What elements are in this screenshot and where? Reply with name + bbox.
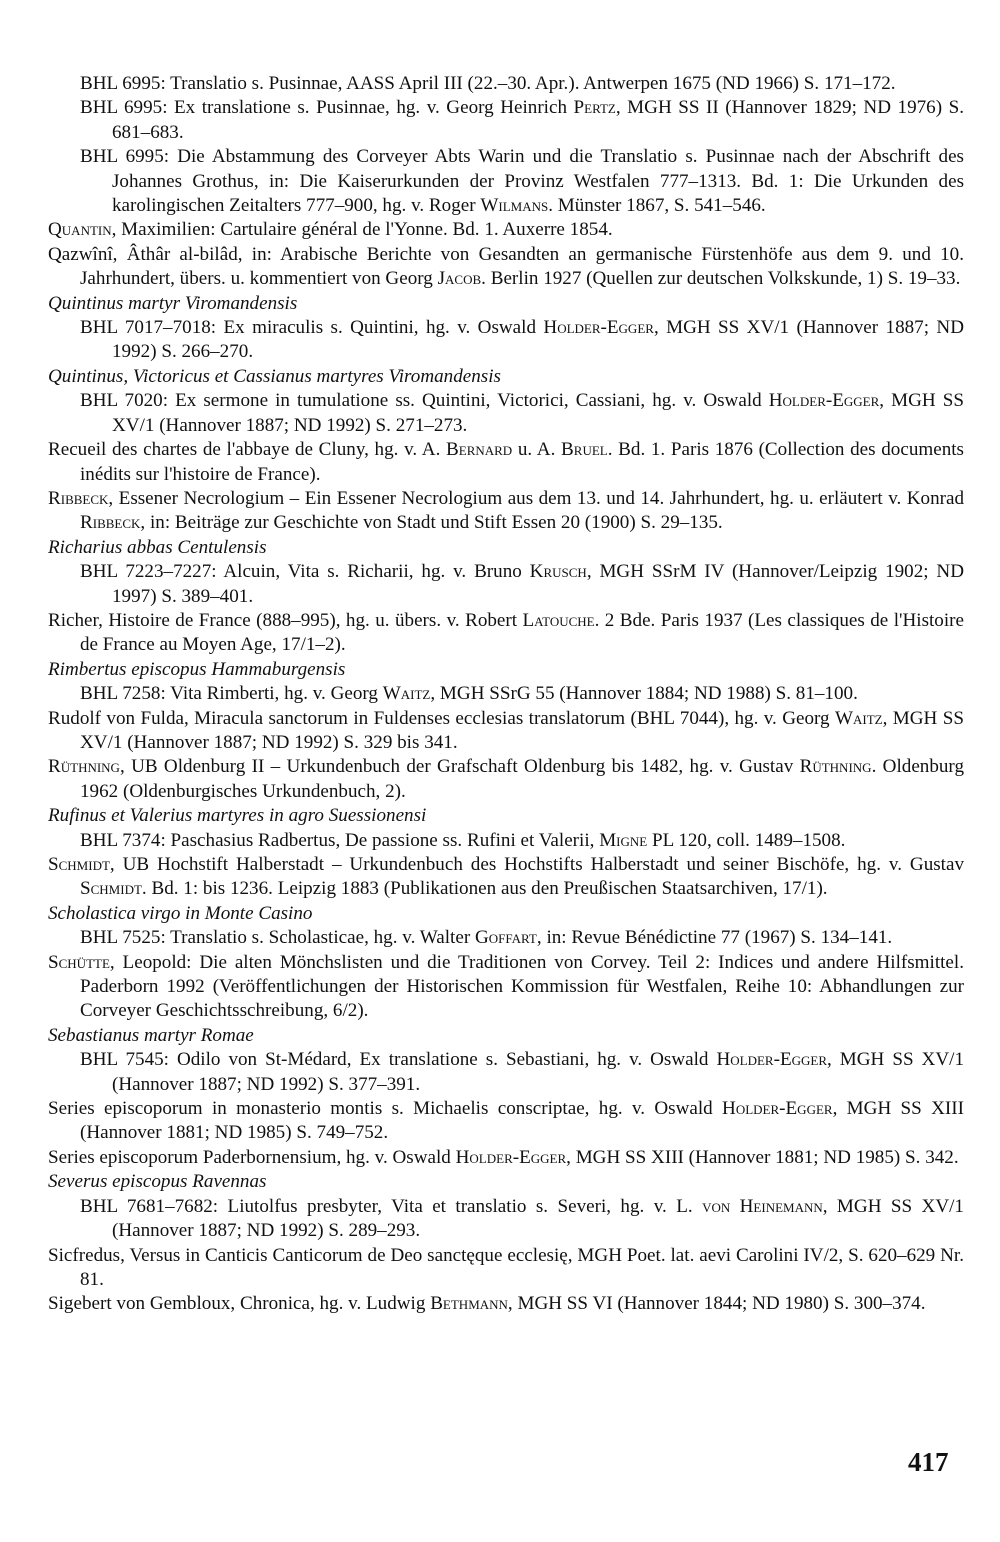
author-name: Rüthning [48, 756, 120, 778]
entry-text: Qazwînî, Âthâr al-bilâd, in: Arabische Berichte von Gesandten an germanische Fürstenhöfe aus dem 9. und 10. Jahrhundert, übers. u. kommentiert von Georg [48, 243, 964, 290]
bibliography-entry [48, 218, 964, 242]
bibliography-entry [48, 682, 964, 706]
author-name: Bruel [561, 439, 608, 461]
bibliography-entry [48, 145, 964, 218]
author-name: Jacob [437, 268, 482, 290]
bibliography-entry [48, 609, 964, 658]
author-name: Holder-Egger [455, 1146, 567, 1168]
entry-text: . Münster 1867, S. 541–546. [548, 195, 766, 217]
author-name: Schütte [48, 951, 110, 973]
entry-text: Series episcoporum Paderbornensium, hg. v. Oswald [48, 1146, 456, 1168]
bibliography-entry [48, 72, 964, 96]
entry-text: , MGH SS VI (Hannover 1844; ND 1980) S. 300–374. [507, 1293, 926, 1315]
bibliography-entry [48, 926, 964, 950]
entry-text: Sicfredus, Versus in Canticis Canticorum de Deo sanctęque ecclesię, MGH Poet. lat. aevi Carolini IV/2, S. 620–629 Nr. 81. [48, 1244, 964, 1290]
bibliography-entry [48, 243, 964, 292]
author-name: Bernard [446, 439, 513, 461]
entry-text: Rimbertus episcopus Hammaburgensis [48, 658, 346, 680]
entry-text: Quintinus martyr Viromandensis [48, 292, 298, 314]
entry-text: , Essener Necrologium – Ein Essener Necrologium aus dem 13. und 14. Jahrhundert, hg. u. erläutert v. Konrad [108, 487, 964, 509]
bibliography-entry [48, 1146, 964, 1170]
entry-text: , Maximilien: Cartulaire général de l'Yonne. Bd. 1. Auxerre 1854. [111, 219, 613, 241]
entry-text: , MGH SS XV/1 (Hannover 1887; ND 1992) S. 377–391. [112, 1049, 964, 1095]
author-name: Wilmans [480, 195, 549, 217]
entry-text: BHL 7681–7682: Liutolfus presbyter, Vita et translatio s. Severi, hg. v. L. [80, 1195, 703, 1217]
entry-text: . Bd. 1: bis 1236. Leipzig 1883 (Publikationen aus den Preußischen Staatsarchiven, 17/1). [141, 878, 828, 900]
entry-text: Scholastica virgo in Monte Casino [48, 902, 313, 924]
author-name: Krusch [529, 561, 587, 583]
saint-heading [48, 1170, 964, 1194]
author-name: Holder-Egger [716, 1049, 828, 1071]
author-name: Ribbeck [48, 487, 109, 509]
bibliography-entry [48, 755, 964, 804]
bibliography-entry [48, 853, 964, 902]
author-name: Waitz [382, 683, 431, 705]
entry-text: Series episcoporum in monasterio montis s. Michaelis conscriptae, hg. v. Oswald [48, 1098, 723, 1120]
author-name: Schmidt [48, 854, 110, 875]
entry-text: BHL 7017–7018: Ex miraculis s. Quintini, hg. v. Oswald [80, 317, 544, 339]
entry-text: BHL 7223–7227: Alcuin, Vita s. Richarii, hg. v. Bruno [80, 561, 530, 583]
bibliography-entry [48, 316, 964, 365]
saint-heading [48, 536, 964, 560]
entry-text: BHL 7545: Odilo von St-Médard, Ex translatione s. Sebastiani, hg. v. Oswald [80, 1049, 717, 1071]
author-name: Pertz [573, 97, 616, 119]
entry-text: , Leopold: Die alten Mönchslisten und die Traditionen von Corvey. Teil 2: Indices und andere Hilfsmittel. Paderborn 1992 (Veröffentlichungen der Historischen Kommission für Westfalen, Reihe 10: Abhandlungen zur Corveyer Geschichtsschreibung, 6/2). [80, 951, 964, 1022]
entry-text: . Oldenburg 1962 (Oldenburgisches Urkundenbuch, 2). [80, 756, 964, 802]
entry-text: , UB Hochstift Halberstadt – Urkundenbuch des Hochstifts Halberstadt und seiner Bischöfe, hg. v. Gustav [109, 854, 964, 875]
entry-text: , MGH SS XV/1 (Hannover 1887; ND 1992) S. 329 bis 341. [80, 707, 964, 753]
saint-heading [48, 1024, 964, 1048]
bibliography-entry [48, 560, 964, 609]
entry-text: Recueil des chartes de l'abbaye de Cluny, hg. v. A. [48, 439, 447, 461]
author-name: Ribbeck [80, 512, 141, 534]
page-number: 417 [908, 1447, 949, 1477]
bibliography-entry [48, 1097, 964, 1146]
entry-text: BHL 6995: Ex translatione s. Pusinnae, hg. v. Georg Heinrich [80, 97, 574, 119]
entry-text: BHL 7258: Vita Rimberti, hg. v. Georg [80, 683, 383, 705]
entry-text: BHL 6995: Translatio s. Pusinnae, AASS April III (22.–30. Apr.). Antwerpen 1675 (ND 1966) S. 171–172. [80, 73, 896, 94]
bibliography-entry [48, 1048, 964, 1097]
bibliography-entry [48, 438, 964, 487]
bibliography-entry [48, 707, 964, 756]
entry-text: Rufinus et Valerius martyres in agro Suessionensi [48, 805, 427, 827]
entry-text: Severus episcopus Ravennas [48, 1171, 267, 1193]
entry-text: , MGH SS XV/1 (Hannover 1887; ND 1992) S. 271–273. [112, 390, 964, 436]
bibliography-entry [48, 1292, 964, 1316]
author-name: Schmidt [80, 878, 142, 900]
entry-text: PL 120, coll. 1489–1508. [647, 829, 846, 851]
author-name: Holder-Egger [543, 317, 654, 339]
entry-text: . Bd. 1. Paris 1876 (Collection des documents inédits sur l'histoire de France). [80, 439, 964, 485]
entry-text: , UB Oldenburg II – Urkundenbuch der Grafschaft Oldenburg bis 1482, hg. v. Gustav [119, 756, 800, 778]
bibliography-entry [48, 96, 964, 145]
entry-text: BHL 7374: Paschasius Radbertus, De passione ss. Rufini et Valerii, [80, 829, 600, 851]
author-name: Migne [599, 829, 648, 851]
author-name: Holder-Egger [768, 390, 880, 412]
entry-text: , MGH SSrM IV (Hannover/Leipzig 1902; ND 1997) S. 389–401. [112, 561, 964, 607]
bibliography-list [48, 72, 964, 1317]
entry-text: , MGH SS XV/1 (Hannover 1887; ND 1992) S. 289–293. [112, 1195, 964, 1242]
entry-text: , in: Revue Bénédictine 77 (1967) S. 134–141. [536, 927, 893, 949]
entry-text: , MGH SSrG 55 (Hannover 1884; ND 1988) S. 81–100. [430, 683, 858, 705]
saint-heading [48, 292, 964, 316]
entry-text: . Berlin 1927 (Quellen zur deutschen Volkskunde, 1) S. 19–33. [481, 268, 961, 290]
entry-text: , MGH SS XV/1 (Hannover 1887; ND 1992) S. 266–270. [112, 317, 964, 363]
author-name: Goffart [474, 927, 537, 949]
bibliography-entry [48, 951, 964, 1024]
saint-heading [48, 365, 964, 389]
entry-text: Sigebert von Gembloux, Chronica, hg. v. Ludwig [48, 1293, 431, 1315]
entry-text: , MGH SS XIII (Hannover 1881; ND 1985) S. 749–752. [80, 1098, 964, 1144]
entry-text: Quintinus, Victoricus et Cassianus martyres Viromandensis [48, 365, 501, 387]
bibliography-entry [48, 389, 964, 438]
entry-text: . 2 Bde. Paris 1937 (Les classiques de l'Histoire de France au Moyen Age, 17/1–2). [80, 609, 964, 656]
bibliography-entry [48, 1195, 964, 1244]
entry-text: u. A. [512, 439, 562, 461]
entry-text: , MGH SS II (Hannover 1829; ND 1976) S. 681–683. [112, 97, 964, 143]
entry-text: Sebastianus martyr Romae [48, 1024, 254, 1046]
author-name: Quantin [48, 219, 112, 241]
saint-heading [48, 658, 964, 682]
entry-text: Richarius abbas Centulensis [48, 536, 267, 558]
author-name: Holder-Egger [722, 1098, 833, 1120]
saint-heading [48, 804, 964, 828]
entry-text: BHL 7020: Ex sermone in tumulatione ss. Quintini, Victorici, Cassiani, hg. v. Oswald [80, 390, 769, 412]
author-name: Latouche [522, 609, 595, 631]
author-name: von Heinemann [702, 1195, 823, 1217]
bibliography-entry [48, 1244, 964, 1293]
author-name: Waitz [835, 707, 883, 729]
entry-text: , in: Beiträge zur Geschichte von Stadt und Stift Essen 20 (1900) S. 29–135. [140, 512, 723, 534]
entry-text: Rudolf von Fulda, Miracula sanctorum in Fuldenses ecclesias translatorum (BHL 7044), hg. v. Georg [48, 707, 835, 729]
author-name: Rüthning [799, 756, 872, 778]
entry-text: Richer, Histoire de France (888–995), hg. u. übers. v. Robert [48, 609, 523, 631]
entry-text: BHL 7525: Translatio s. Scholasticae, hg. v. Walter [80, 927, 475, 949]
entry-text: , MGH SS XIII (Hannover 1881; ND 1985) S. 342. [566, 1146, 959, 1168]
author-name: Bethmann [430, 1293, 508, 1315]
saint-heading [48, 902, 964, 926]
entry-text: BHL 6995: Die Abstammung des Corveyer Abts Warin und die Translatio s. Pusinnae nach der Abschrift des Johannes Grothus, in: Die Kaiserurkunden der Provinz Westfalen 777–1313. Bd. 1: Die Urkunden des karolingischen Zeitalters 777–900, hg. v. Roger [80, 146, 964, 217]
bibliography-entry [48, 487, 964, 536]
bibliography-entry [48, 829, 964, 853]
